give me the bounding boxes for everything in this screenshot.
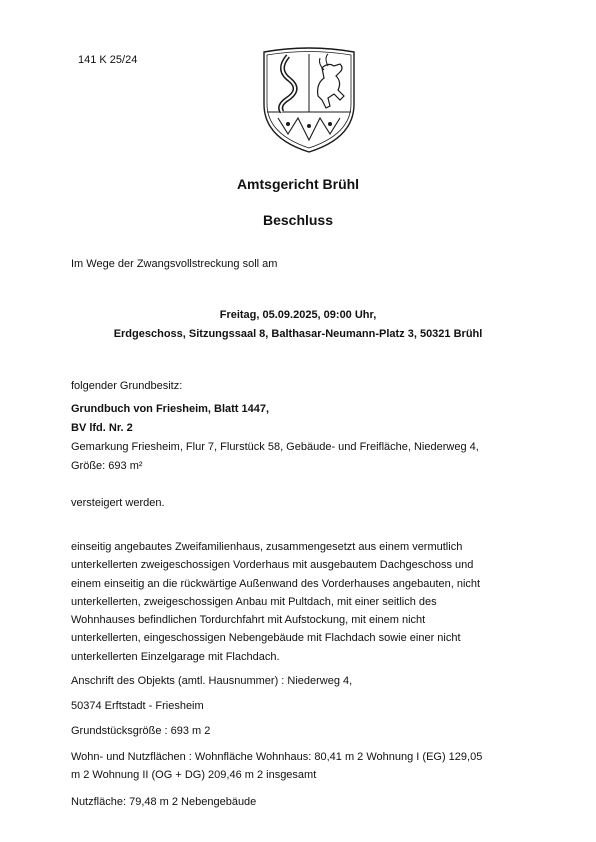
property-lead: folgender Grundbesitz: <box>71 380 183 392</box>
object-postal-address: 50374 Erftstadt - Friesheim <box>71 700 204 712</box>
parcel-description: Gemarkung Friesheim, Flur 7, Flurstück 58, Gebäude- und Freifläche, Niederweg 4, <box>71 441 479 453</box>
document-title: Beschluss <box>262 212 334 228</box>
hearing-location: Erdgeschoss, Sitzungssaal 8, Balthasar-Neumann-Platz 3, 50321 Brühl <box>113 328 483 340</box>
case-reference: 141 K 25/24 <box>78 54 138 66</box>
land-registry: Grundbuch von Friesheim, Blatt 1447, <box>71 403 270 415</box>
description-line: Wohnhauses befindlichen Tordurchfahrt mit Aufstockung, mit einem nicht <box>71 614 426 627</box>
description-line: unterkellerten zweigeschossigen Vorderhaus mit ausgebautem Dachgeschoss und <box>71 559 474 572</box>
coat-of-arms-emblem <box>258 46 360 154</box>
description-line: unterkellerten Einzelgarage mit Flachdach. <box>71 650 280 663</box>
parcel-size: Größe: 693 m² <box>71 460 143 472</box>
court-name: Amtsgericht Brühl <box>236 176 360 192</box>
description-line: einem einseitig an die rückwärtige Außenwand des Vorderhauses angebauten, nicht <box>71 577 481 590</box>
property-description <box>71 538 531 666</box>
description-line: einseitig angebautes Zweifamilienhaus, zusammengesetzt aus einem vermutlich <box>71 541 463 553</box>
living-area-line: Wohn- und Nutzflächen : Wohnfläche Wohnhaus: 80,41 m 2 Wohnung I (EG) 129,05 <box>71 751 483 763</box>
registry-item: BV lfd. Nr. 2 <box>71 422 133 434</box>
hearing-date-time: Freitag, 05.09.2025, 09:00 Uhr, <box>219 309 377 321</box>
living-area-line: m 2 Wohnung II (OG + DG) 209,46 m 2 insgesamt <box>71 769 317 781</box>
description-line: unterkellerten, eingeschossigen Nebengebäude mit Flachdach sowie einer nicht <box>71 632 461 645</box>
outcome-text: versteigert werden. <box>71 497 165 509</box>
plot-size: Grundstücksgröße : 693 m 2 <box>71 725 211 737</box>
intro-text: Im Wege der Zwangsvollstreckung soll am <box>71 258 278 270</box>
object-address: Anschrift des Objekts (amtl. Hausnummer) : Niederweg 4, <box>71 675 353 687</box>
description-line: unterkellerten, zweigeschossigen Anbau mit Pultdach, mit einer seitlich des <box>71 595 437 608</box>
usable-area: Nutzfläche: 79,48 m 2 Nebengebäude <box>71 796 257 808</box>
